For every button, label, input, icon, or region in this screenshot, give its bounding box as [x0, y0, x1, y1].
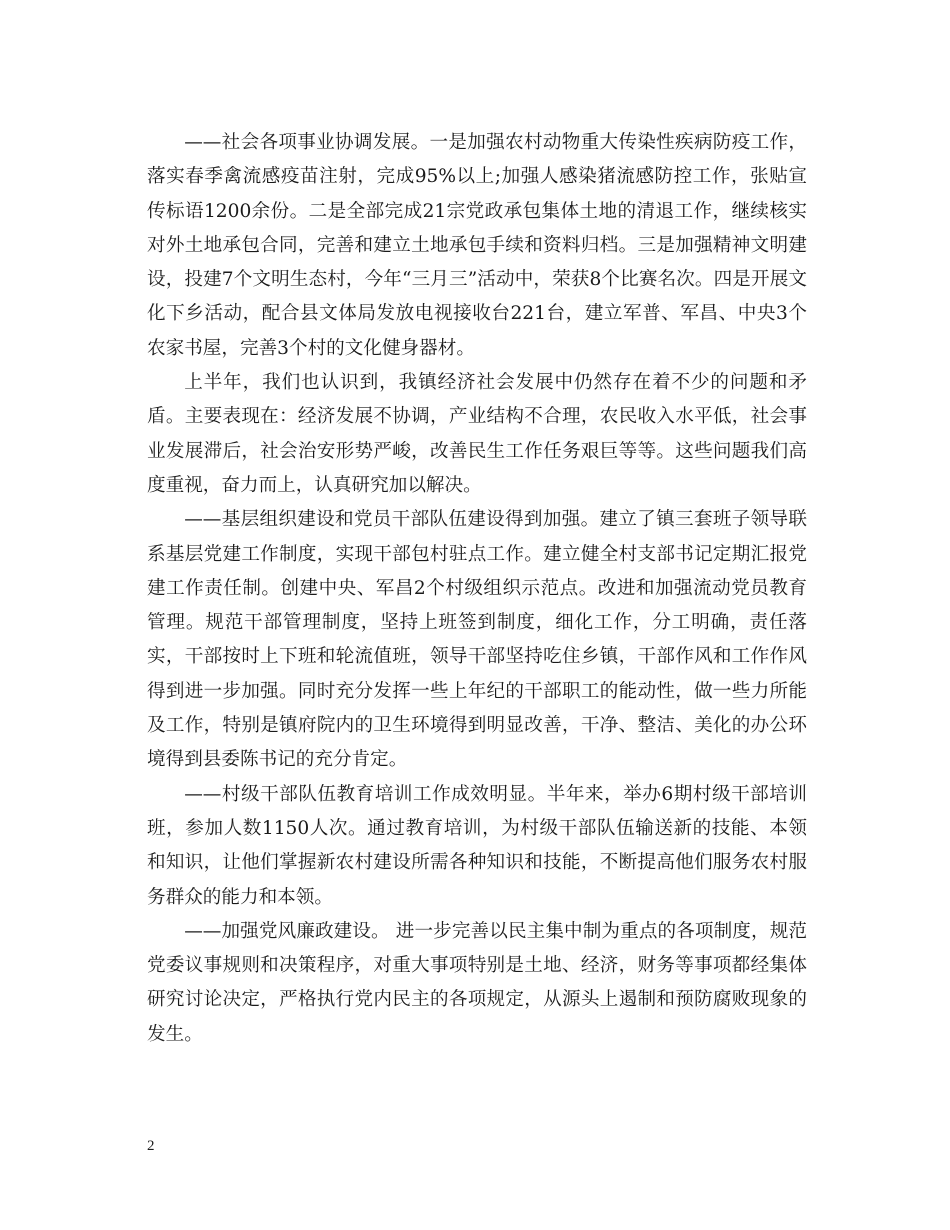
page-number: 2	[147, 1138, 155, 1154]
paragraph-cadre-training: ——村级干部队伍教育培训工作成效明显。半年来，举办6期村级干部培训班，参加人数1150人次。通过教育培训，为村级干部队伍输送新的技能、本领和知识，让他们掌握新农村建设所需各种知识和技能，不断提高他们服务农村服务群众的能力和本领。	[147, 783, 807, 908]
document-body	[147, 126, 807, 1052]
paragraph-integrity: ——加强党风廉政建设。 进一步完善以民主集中制为重点的各项制度，规范党委议事规则和决策程序，对重大事项特别是土地、经济，财务等事项都经集体研究讨论决定，严格执行党内民主的各项规定，从源头上遏制和预防腐败现象的发生。	[147, 920, 807, 1045]
paragraph-party-building: ——基层组织建设和党员干部队伍建设得到加强。建立了镇三套班子领导联系基层党建工作制度，实现干部包村驻点工作。建立健全村支部书记定期汇报党建工作责任制。创建中央、军昌2个村级组织示范点。改进和加强流动党员教育管理。规范干部管理制度，坚持上班签到制度，细化工作，分工明确，责任落实，干部按时上下班和轮流值班，领导干部坚持吃住乡镇，干部作风和工作作风得到进一步加强。同时充分发挥一些上年纪的干部职工的能动性，做一些力所能及工作，特别是镇府院内的卫生环境得到明显改善，干净、整洁、美化的办公环境得到县委陈书记的充分肯定。	[147, 509, 807, 771]
paragraph-problems: 上半年，我们也认识到，我镇经济社会发展中仍然存在着不少的问题和矛盾。主要表现在：经济发展不协调，产业结构不合理，农民收入水平低，社会事业发展滞后，社会治安形势严峻，改善民生工作任务艰巨等等。这些问题我们高度重视，奋力而上，认真研究加以解决。	[147, 372, 807, 496]
paragraph-social-affairs: ——社会各项事业协调发展。一是加强农村动物重大传染性疾病防疫工作，落实春季禽流感疫苗注射，完成95%以上;加强人感染猪流感防控工作，张贴宣传标语1200余份。二是全部完成21宗党政承包集体土地的清退工作，继续核实对外土地承包合同，完善和建立土地承包手续和资料归档。三是加强精神文明建设，投建7个文明生态村，今年“三月三”活动中，荣获8个比赛名次。四是开展文化下乡活动，配合县文体局发放电视接收台221台，建立军普、军昌、中央3个农家书屋，完善3个村的文化健身器材。	[147, 132, 807, 359]
